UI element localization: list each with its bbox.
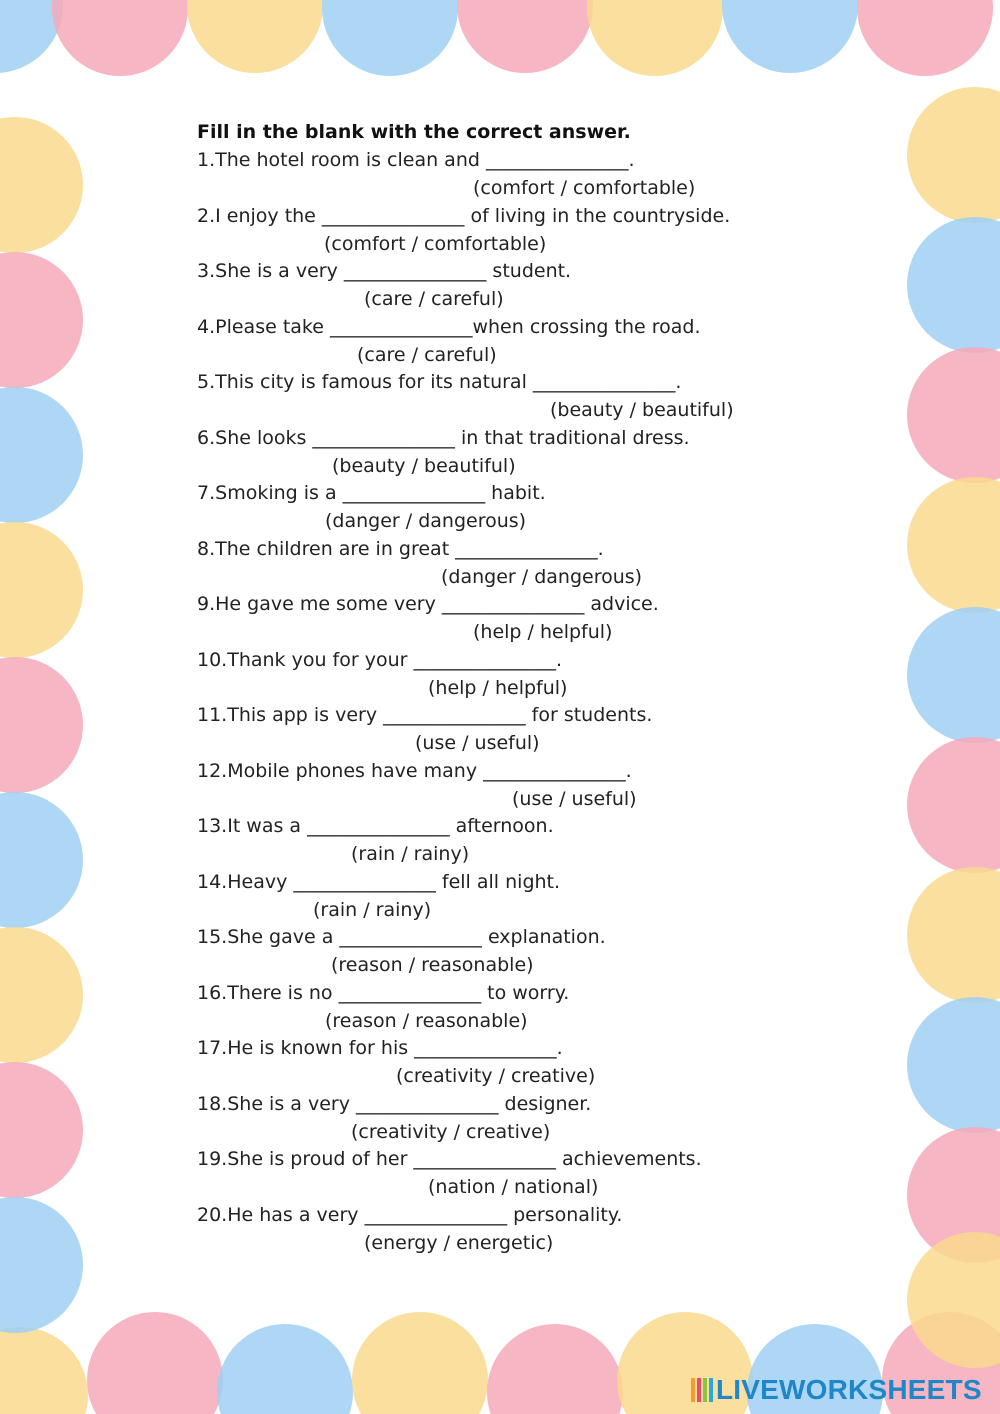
question-5: 5.This city is famous for its natural _______________. [197, 371, 682, 393]
options-9: (help / helpful) [473, 621, 613, 643]
question-16: 16.There is no _______________ to worry. [197, 982, 570, 1004]
question-10: 10.Thank you for your _______________. [197, 649, 563, 671]
question-11: 11.This app is very _______________ for students. [197, 704, 653, 726]
liveworksheets-mark-icon [690, 1376, 714, 1404]
options-13: (rain / rainy) [351, 843, 470, 865]
logo-text: LIVEWORKSHEETS [716, 1374, 982, 1405]
options-3: (care / careful) [364, 288, 504, 310]
options-10: (help / helpful) [428, 677, 568, 699]
options-16: (reason / reasonable) [325, 1010, 528, 1032]
options-20: (energy / energetic) [364, 1232, 554, 1254]
options-12: (use / useful) [512, 788, 637, 810]
question-14: 14.Heavy _______________ fell all night. [197, 871, 561, 893]
question-1: 1.The hotel room is clean and _______________. [197, 149, 635, 171]
liveworksheets-logo[interactable] [690, 1374, 982, 1406]
question-2: 2.I enjoy the _______________ of living in the countryside. [197, 205, 731, 227]
question-6: 6.She looks _______________ in that traditional dress. [197, 427, 690, 449]
options-5: (beauty / beautiful) [550, 399, 734, 421]
question-3: 3.She is a very _______________ student. [197, 260, 572, 282]
worksheet-title: Fill in the blank with the correct answer. [197, 121, 631, 143]
options-17: (creativity / creative) [396, 1065, 596, 1087]
question-20: 20.He has a very _______________ personality. [197, 1204, 623, 1226]
options-2: (comfort / comfortable) [324, 233, 547, 255]
options-11: (use / useful) [415, 732, 540, 754]
options-8: (danger / dangerous) [441, 566, 643, 588]
question-17: 17.He is known for his _______________. [197, 1037, 563, 1059]
question-7: 7.Smoking is a _______________ habit. [197, 482, 546, 504]
question-4: 4.Please take _______________when crossing the road. [197, 316, 701, 338]
question-19: 19.She is proud of her _______________ achievements. [197, 1148, 702, 1170]
question-8: 8.The children are in great _______________. [197, 538, 604, 560]
options-4: (care / careful) [357, 344, 497, 366]
question-18: 18.She is a very _______________ designer. [197, 1093, 592, 1115]
question-9: 9.He gave me some very _______________ advice. [197, 593, 659, 615]
question-12: 12.Mobile phones have many _______________. [197, 760, 632, 782]
options-1: (comfort / comfortable) [473, 177, 696, 199]
options-6: (beauty / beautiful) [332, 455, 516, 477]
options-14: (rain / rainy) [313, 899, 432, 921]
options-7: (danger / dangerous) [325, 510, 527, 532]
question-15: 15.She gave a _______________ explanation. [197, 926, 606, 948]
options-19: (nation / national) [428, 1176, 599, 1198]
options-15: (reason / reasonable) [331, 954, 534, 976]
options-18: (creativity / creative) [351, 1121, 551, 1143]
question-13: 13.It was a _______________ afternoon. [197, 815, 554, 837]
